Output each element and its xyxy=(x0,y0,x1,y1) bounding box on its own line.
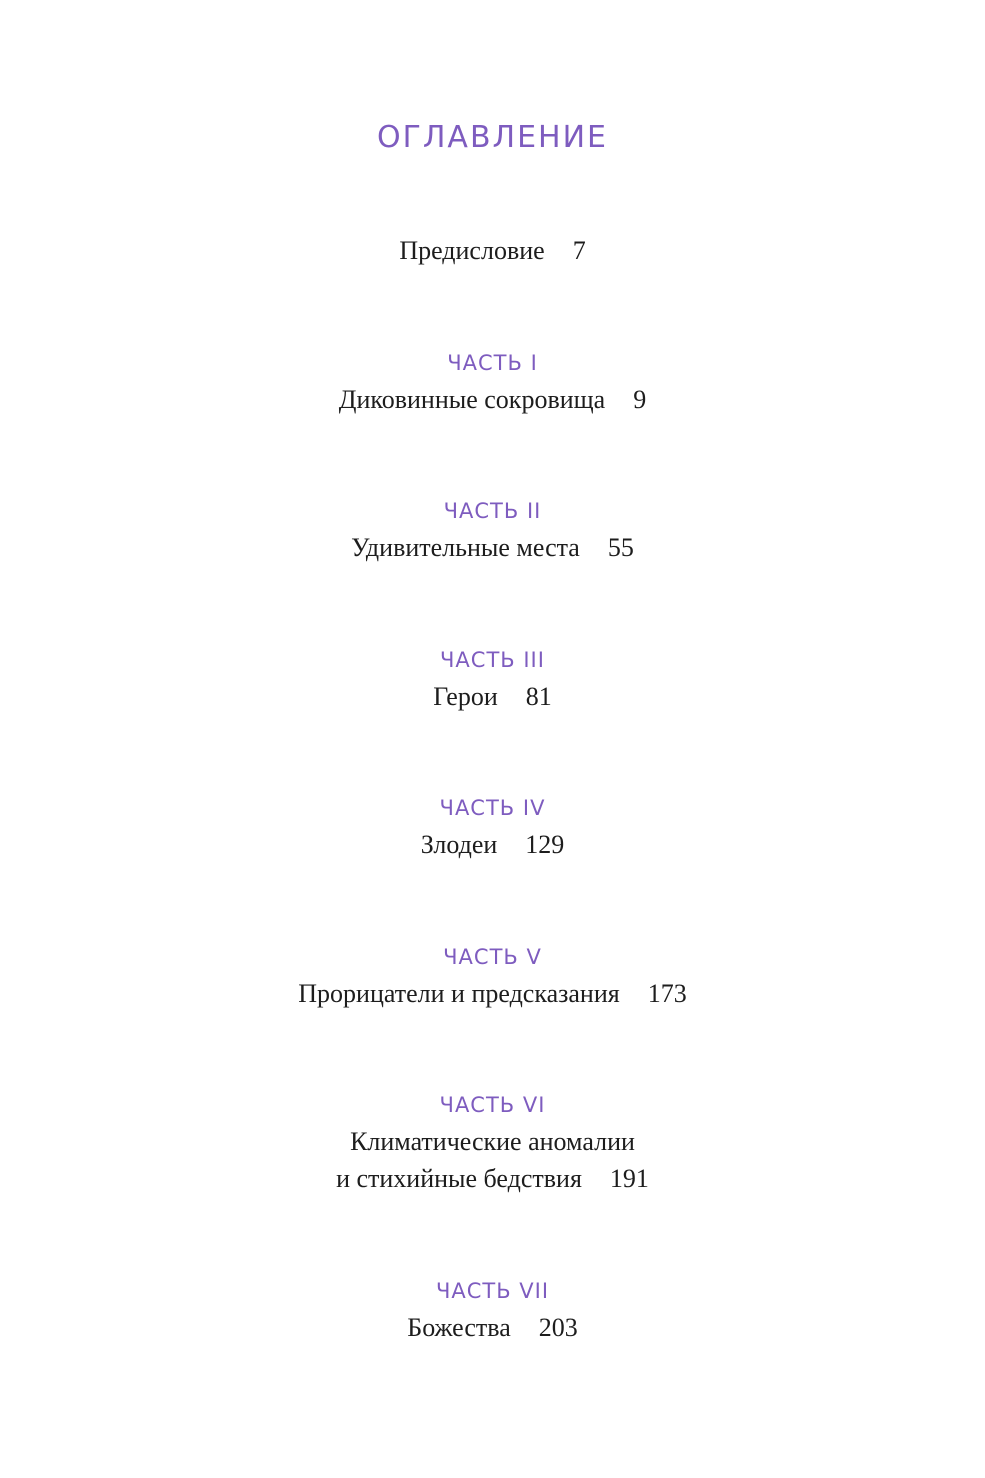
toc-entry-title: Диковинные сокровища xyxy=(338,385,606,414)
toc-entry-preface[interactable] xyxy=(0,233,985,269)
part-label: ЧАСТЬ VII xyxy=(435,1279,550,1303)
toc-entry-title: и стихийные бедствия xyxy=(336,1164,582,1193)
part-label: ЧАСТЬ VI xyxy=(439,1093,546,1117)
toc-entry-title: Прорицатели и предсказания xyxy=(298,979,620,1008)
toc-entry-page: 7 xyxy=(572,236,586,265)
part-label: ЧАСТЬ IV xyxy=(439,796,546,820)
toc-entry-title: Предисловие xyxy=(399,236,545,265)
toc-entry-title: Удивительные места xyxy=(351,533,580,562)
toc-entry-page: 173 xyxy=(647,979,687,1008)
part-label: ЧАСТЬ II xyxy=(443,499,542,523)
toc-entry[interactable] xyxy=(0,976,985,1012)
toc-entry-title-line[interactable]: Климатические аномалии xyxy=(350,1127,635,1156)
part-label: ЧАСТЬ V xyxy=(443,945,542,969)
page-title: ОГЛАВЛЕНИЕ xyxy=(376,120,609,155)
part-label: ЧАСТЬ I xyxy=(447,351,538,375)
toc-entry-title: Герои xyxy=(433,682,498,711)
toc-entry-page: 81 xyxy=(525,682,552,711)
toc-entry[interactable] xyxy=(0,1161,985,1197)
toc-entry-page: 55 xyxy=(607,533,634,562)
toc-entry[interactable] xyxy=(0,382,985,418)
part-label: ЧАСТЬ III xyxy=(440,648,545,672)
toc-entry[interactable] xyxy=(0,679,985,715)
toc-entry[interactable] xyxy=(0,827,985,863)
toc-entry-title: Злодеи xyxy=(420,830,498,859)
toc-entry[interactable] xyxy=(0,530,985,566)
toc-entry-page: 203 xyxy=(538,1313,578,1342)
toc-entry-page: 191 xyxy=(609,1164,649,1193)
toc-entry-page: 9 xyxy=(633,385,647,414)
toc-entry-title: Божества xyxy=(407,1313,511,1342)
toc-entry-page: 129 xyxy=(525,830,565,859)
toc-entry[interactable] xyxy=(0,1310,985,1346)
